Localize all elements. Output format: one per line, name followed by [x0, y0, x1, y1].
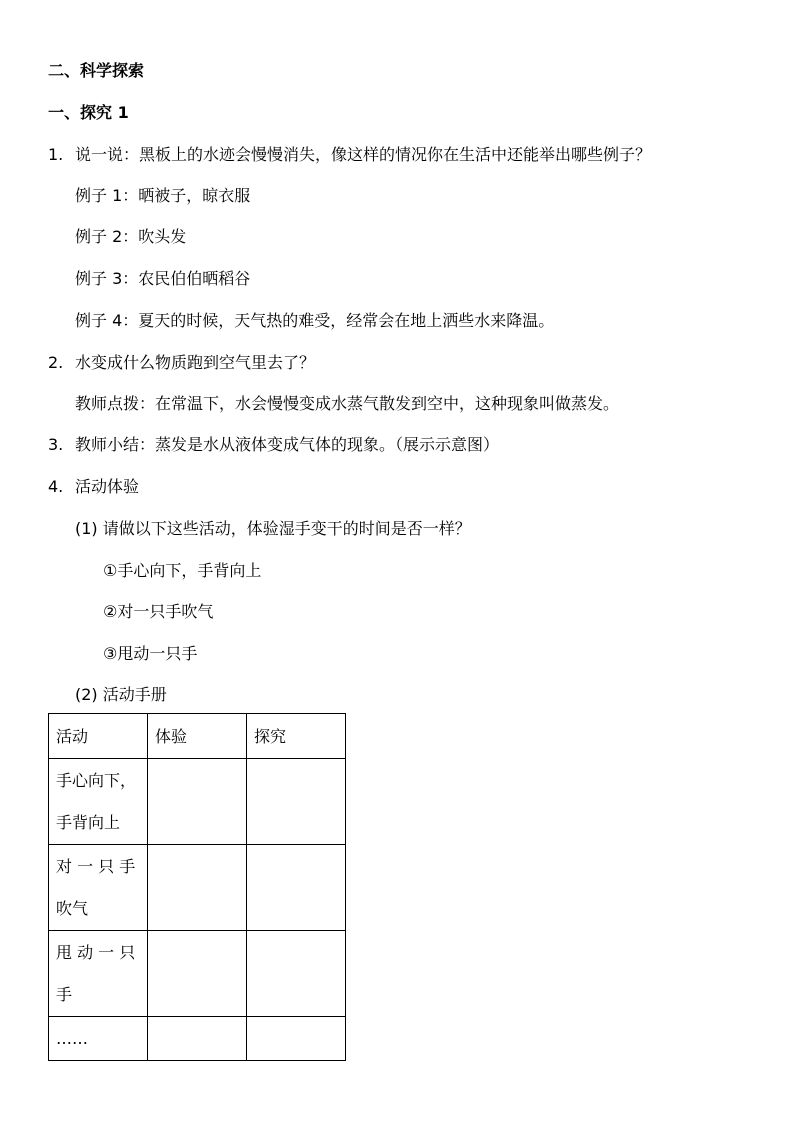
table-cell-inquiry: [247, 759, 346, 845]
activity-handbook-table: [48, 713, 346, 1061]
list-text: 水变成什么物质跑到空气里去了？: [75, 353, 316, 372]
list-item-4: [48, 475, 139, 499]
table-cell-experience: [148, 1017, 247, 1061]
table-header-inquiry: 探究: [247, 714, 346, 759]
section-heading: 二、科学探索: [48, 61, 145, 80]
list-text: 活动体验: [75, 477, 140, 496]
table-cell-experience: [148, 759, 247, 845]
table-row: [49, 1017, 346, 1061]
cell-line: 手背向上: [56, 813, 121, 832]
list-number: 1.: [48, 145, 64, 164]
list-number: 3.: [48, 435, 64, 454]
table-header-experience: 体验: [148, 714, 247, 759]
table-cell-activity: [49, 845, 148, 931]
list-item-1: [48, 143, 651, 167]
example-2: 例子 2：吹头发: [75, 227, 187, 246]
list-text: 说一说：黑板上的水迹会慢慢消失，像这样的情况你在生活中还能举出哪些例子？: [75, 145, 652, 164]
table-cell-experience: [148, 931, 247, 1017]
cell-line: ……: [56, 1029, 88, 1048]
subsection-heading: 一、探究 1: [48, 103, 129, 122]
cell-line: 甩 动 一 只: [56, 943, 136, 962]
example-4: 例子 4：夏天的时候，天气热的难受，经常会在地上洒些水来降温。: [75, 311, 555, 330]
table-cell-inquiry: [247, 931, 346, 1017]
example-3: 例子 3：农民伯伯晒稻谷: [75, 269, 251, 288]
table-row: [49, 759, 346, 845]
list-item-3: [48, 433, 499, 457]
table-cell-activity: [49, 1017, 148, 1061]
teacher-hint: 教师点拨：在常温下，水会慢慢变成水蒸气散发到空中，这种现象叫做蒸发。: [75, 394, 620, 413]
table-cell-activity: [49, 759, 148, 845]
activity-question-1: (1) 请做以下这些活动，体验湿手变干的时间是否一样？: [75, 519, 471, 538]
list-text: 教师小结：蒸发是水从液体变成气体的现象。（展示示意图）: [75, 435, 500, 454]
example-1: 例子 1：晒被子，晾衣服: [75, 186, 251, 205]
table-cell-experience: [148, 845, 247, 931]
list-number: 4.: [48, 477, 64, 496]
table-header-activity: 活动: [49, 714, 148, 759]
cell-line: 吹气: [56, 899, 89, 918]
table-row: [49, 845, 346, 931]
table-row: [49, 931, 346, 1017]
table-cell-inquiry: [247, 1017, 346, 1061]
cell-line: 手: [56, 985, 73, 1004]
activity-step-2: ②对一只手吹气: [103, 602, 214, 621]
list-number: 2.: [48, 353, 64, 372]
activity-step-1: ①手心向下，手背向上: [103, 561, 262, 580]
cell-line: 手心向下，: [56, 771, 137, 790]
table-header-row: [49, 714, 346, 759]
activity-question-2: (2) 活动手册: [75, 685, 167, 704]
table-cell-inquiry: [247, 845, 346, 931]
activity-step-3: ③甩动一只手: [103, 644, 198, 663]
cell-line: 对 一 只 手: [56, 857, 136, 876]
table-cell-activity: [49, 931, 148, 1017]
list-item-2: [48, 351, 315, 375]
